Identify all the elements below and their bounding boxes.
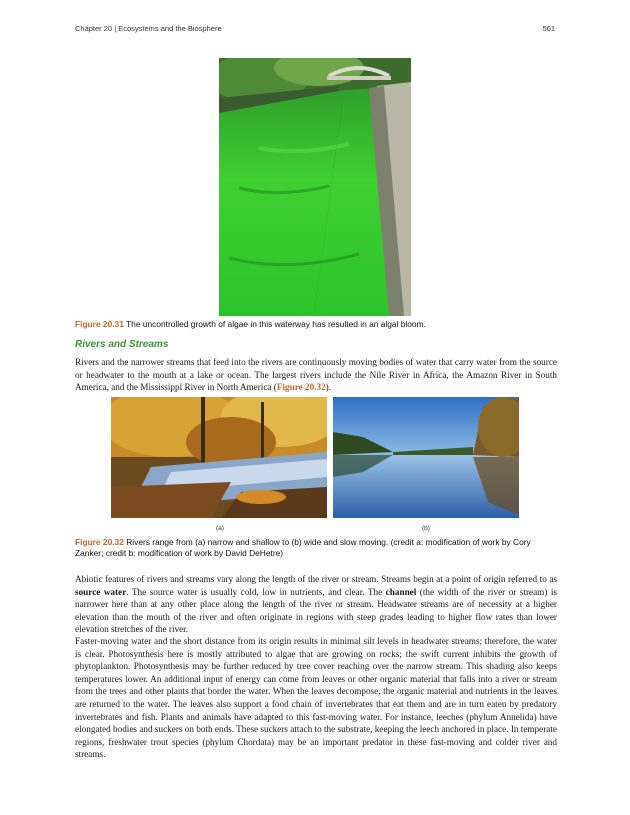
paragraph-abiotic-text-1: Abiotic features of rivers and streams vary along the length of the river or stream. Streams begin at a point of origin referred to as <box>75 574 557 584</box>
term-source-water: source water <box>75 586 127 597</box>
paragraph-rivers-intro-text: Rivers and the narrower streams that feed into the rivers are continuously moving bodies of water that carry water from the source or headwater to the mouth at a lake or ocean. The largest rivers include the Nile River in Africa, the Amazon River in South America, and the Mississippi River in North America ( <box>75 357 557 393</box>
narrow-stream-photo <box>111 397 327 518</box>
paragraph-abiotic-features <box>75 573 557 636</box>
section-heading: Rivers and Streams <box>75 339 169 350</box>
paragraph-abiotic-text-3: (the width of the river or stream) is narrower here than at any other place along the length of the river or stream. Headwater streams are of necessity at a higher elevation than the mouth of the river and often originate in regions with steep grades leading to higher flow rates than lower elevation stretches of the river. <box>75 586 558 635</box>
term-channel: channel <box>385 586 417 597</box>
running-header-chapter: Chapter 20 | Ecosystems and the Biosphere <box>75 24 222 33</box>
figure-20-32-link[interactable]: Figure 20.32 <box>276 382 326 393</box>
paragraph-rivers-intro-end: ). <box>325 382 332 393</box>
wide-river-photo <box>333 397 519 518</box>
figure-20-32-caption <box>75 537 557 559</box>
algal-bloom-photo <box>219 58 411 316</box>
figure-20-32-sublabel-b: (b) <box>422 525 430 532</box>
paragraph-fast-moving-water: Faster-moving water and the short distance from its origin results in minimal silt levels in headwater streams; therefore, the water is clear. Photosynthesis here is mostly attributed to algae that are growing on rocks; the swift current inhibits the growth of phytoplankton. Photosynthesis may be further reduced by tree cover reaching over the narrow stream. This shading also keeps temperatures lower. An additional input of energy can come from leaves or other organic material that falls into a river or stream from the trees and other plants that border the water. When the leaves decompose, the organic material and nutrients in the leaves are returned to the water. The leaves also support a food chain of invertebrates that eat them and are in turn eaten by predatory invertebrates and fish. Plants and animals have adapted to this fast-moving water. For instance, leeches (phylum Annelida) have elongated bodies and suckers on both ends. These suckers attach to the substrate, keeping the leech anchored in place. In temperate regions, freshwater trout species (phylum Chordata) may be an important predator in these fast-moving and colder river and streams. <box>75 636 557 760</box>
figure-20-31-caption <box>75 319 557 330</box>
figure-20-32-label: Figure 20.32 <box>75 537 124 547</box>
figure-20-32-sublabel-a: (a) <box>216 525 224 532</box>
figure-20-31-caption-text: The uncontrolled growth of algae in this waterway has resulted in an algal bloom. <box>123 319 426 329</box>
paragraph-abiotic-text-2: . The source water is usually cold, low in nutrients, and clear. The <box>126 586 386 597</box>
paragraph-rivers-intro <box>75 356 557 394</box>
figure-20-31-label: Figure 20.31 <box>75 319 124 329</box>
page-number: 561 <box>542 24 555 33</box>
figure-20-32-caption-text: Rivers range from (a) narrow and shallow to (b) wide and slow moving. (credit a: modification of work by Cory Zanker; credit b: modification of work by David DeHetre) <box>75 537 531 558</box>
